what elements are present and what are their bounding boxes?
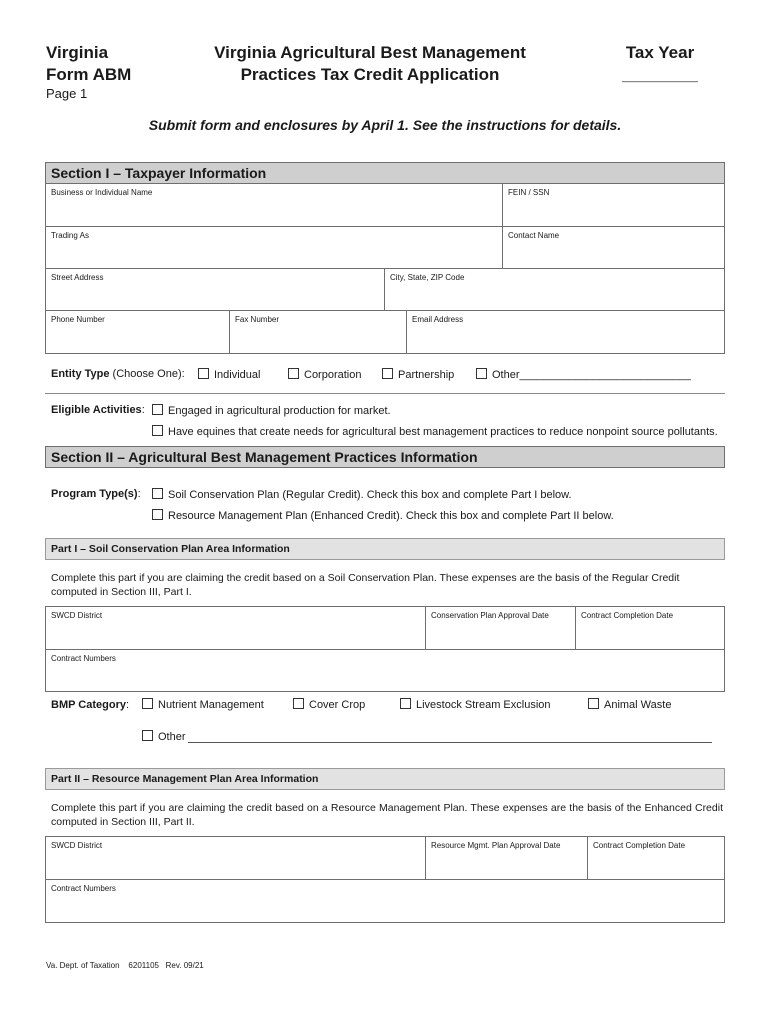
- completion-date-label: Contract Completion Date: [581, 611, 674, 620]
- entity-type-hint: (Choose One):: [112, 368, 185, 380]
- swcd-label: SWCD District: [51, 841, 103, 850]
- part1-completion-date-field[interactable]: [576, 607, 724, 649]
- contract-numbers-label: Contract Numbers: [51, 884, 116, 893]
- bmp-option-other[interactable]: [142, 730, 186, 743]
- option-label: Other: [492, 369, 520, 381]
- part1-header: Part I – Soil Conservation Plan Area Information: [45, 538, 725, 560]
- part1-contract-numbers-field[interactable]: [46, 650, 724, 691]
- footer-form-number: 6201105: [128, 961, 159, 970]
- form-title-line1: Virginia Agricultural Best Management: [214, 43, 526, 62]
- eligible-activities-label: Eligible Activities: [51, 404, 142, 416]
- other-blank-line[interactable]: [188, 742, 712, 743]
- option-label: Resource Management Plan (Enhanced Credit). Check this box and complete Part II below.: [168, 510, 614, 522]
- program-type-row: Program Type(s):: [51, 488, 141, 500]
- footer-revision: Rev. 09/21: [165, 961, 204, 970]
- checkbox[interactable]: [476, 368, 487, 379]
- entity-option-other[interactable]: [476, 368, 691, 381]
- option-label: Individual: [214, 369, 261, 381]
- form-title: [190, 42, 550, 86]
- other-blank[interactable]: ____________________________: [519, 369, 691, 381]
- entity-option-individual[interactable]: [198, 368, 260, 381]
- option-label: Partnership: [398, 369, 455, 381]
- form-header-left: [46, 42, 131, 102]
- eligible-option-market[interactable]: [152, 404, 391, 417]
- swcd-label: SWCD District: [51, 611, 103, 620]
- trading-as-label: Trading As: [51, 231, 89, 240]
- checkbox[interactable]: [400, 698, 411, 709]
- phone-field[interactable]: [46, 311, 230, 353]
- footer-dept: Va. Dept. of Taxation: [46, 961, 120, 970]
- entity-type-label: Entity Type: [51, 368, 110, 380]
- form-title-line2: Practices Tax Credit Application: [240, 65, 500, 84]
- footer: [46, 961, 204, 970]
- part2-contract-numbers-field[interactable]: [46, 880, 724, 922]
- part2-approval-date-field[interactable]: [426, 837, 588, 879]
- part2-grid: [45, 836, 725, 923]
- fein-label: FEIN / SSN: [508, 188, 550, 197]
- email-label: Email Address: [412, 315, 464, 324]
- business-name-label: Business or Individual Name: [51, 188, 153, 197]
- trading-as-field[interactable]: [46, 227, 503, 268]
- contact-name-label: Contact Name: [508, 231, 560, 240]
- entity-option-corporation[interactable]: [288, 368, 361, 381]
- part2-header: Part II – Resource Management Plan Area Information: [45, 768, 725, 790]
- option-label: Cover Crop: [309, 699, 366, 711]
- program-type-label: Program Type(s): [51, 488, 138, 500]
- city-state-zip-field[interactable]: [385, 269, 724, 310]
- taxpayer-info-grid: [45, 183, 725, 354]
- city-state-zip-label: City, State, ZIP Code: [390, 273, 465, 282]
- checkbox[interactable]: [142, 730, 153, 741]
- contract-numbers-label: Contract Numbers: [51, 654, 116, 663]
- eligible-option-equines[interactable]: [152, 425, 718, 438]
- option-label: Animal Waste: [604, 699, 672, 711]
- tax-year-field[interactable]: ________: [622, 65, 698, 84]
- option-label: Nutrient Management: [158, 699, 264, 711]
- tax-year: [600, 42, 720, 86]
- bmp-option-nutrient[interactable]: [142, 698, 264, 711]
- completion-date-label: Contract Completion Date: [593, 841, 686, 850]
- option-label: Livestock Stream Exclusion: [416, 699, 551, 711]
- page-number: Page 1: [46, 86, 88, 101]
- part2-completion-date-field[interactable]: [588, 837, 724, 879]
- eligible-activities-row: Eligible Activities:: [51, 404, 145, 416]
- street-address-field[interactable]: [46, 269, 385, 310]
- checkbox[interactable]: [198, 368, 209, 379]
- section1-header: Section I – Taxpayer Information: [45, 162, 725, 184]
- checkbox[interactable]: [142, 698, 153, 709]
- part1-description: Complete this part if you are claiming the credit based on a Soil Conservation Plan. These expenses are the basis of the Regular Credit computed in Section III, Part I.: [51, 572, 680, 598]
- entity-option-partnership[interactable]: [382, 368, 454, 381]
- option-label: Engaged in agricultural production for market.: [168, 405, 391, 417]
- contact-name-field[interactable]: [503, 227, 724, 268]
- option-label: Other: [158, 731, 186, 743]
- part1-approval-date-field[interactable]: [426, 607, 576, 649]
- bmp-option-livestock[interactable]: [400, 698, 551, 711]
- bmp-option-animal-waste[interactable]: [588, 698, 671, 711]
- checkbox[interactable]: [382, 368, 393, 379]
- fax-label: Fax Number: [235, 315, 280, 324]
- program-option-resource[interactable]: [152, 509, 614, 522]
- entity-type-row: [51, 368, 185, 380]
- part2-description: Complete this part if you are claiming the credit based on a Resource Management Plan. These expenses are the basis of the Enhanced Credit computed in Section III, Part II.: [51, 802, 723, 828]
- approval-date-label: Resource Mgmt. Plan Approval Date: [431, 841, 561, 850]
- option-label: Corporation: [304, 369, 362, 381]
- part2-swcd-field[interactable]: [46, 837, 426, 879]
- phone-label: Phone Number: [51, 315, 105, 324]
- checkbox[interactable]: [152, 425, 163, 436]
- checkbox[interactable]: [288, 368, 299, 379]
- program-option-soil[interactable]: [152, 488, 572, 501]
- option-label: Soil Conservation Plan (Regular Credit). Check this box and complete Part I below.: [168, 489, 572, 501]
- checkbox[interactable]: [152, 509, 163, 520]
- approval-date-label: Conservation Plan Approval Date: [431, 611, 549, 620]
- tax-year-label: Tax Year: [625, 43, 695, 62]
- checkbox[interactable]: [152, 488, 163, 499]
- fax-field[interactable]: [230, 311, 407, 353]
- street-address-label: Street Address: [51, 273, 104, 282]
- part1-grid: [45, 606, 725, 692]
- state-name: Virginia: [46, 43, 109, 62]
- submission-instruction: Submit form and enclosures by April 1. See the instructions for details.: [148, 117, 622, 133]
- email-field[interactable]: [407, 311, 724, 353]
- bmp-option-cover-crop[interactable]: [293, 698, 365, 711]
- fein-field[interactable]: [503, 184, 724, 226]
- part1-swcd-field[interactable]: [46, 607, 426, 649]
- divider: [45, 393, 725, 394]
- checkbox[interactable]: [293, 698, 304, 709]
- checkbox[interactable]: [588, 698, 599, 709]
- section2-header: Section II – Agricultural Best Management Practices Information: [45, 446, 725, 468]
- business-name-field[interactable]: [46, 184, 503, 226]
- checkbox[interactable]: [152, 404, 163, 415]
- form-id: Form ABM: [46, 65, 132, 84]
- bmp-category-label: BMP Category: [51, 699, 126, 711]
- option-label: Have equines that create needs for agricultural best management practices to reduce nonpoint source pollutants.: [168, 426, 718, 438]
- bmp-category-row: BMP Category:: [51, 699, 130, 711]
